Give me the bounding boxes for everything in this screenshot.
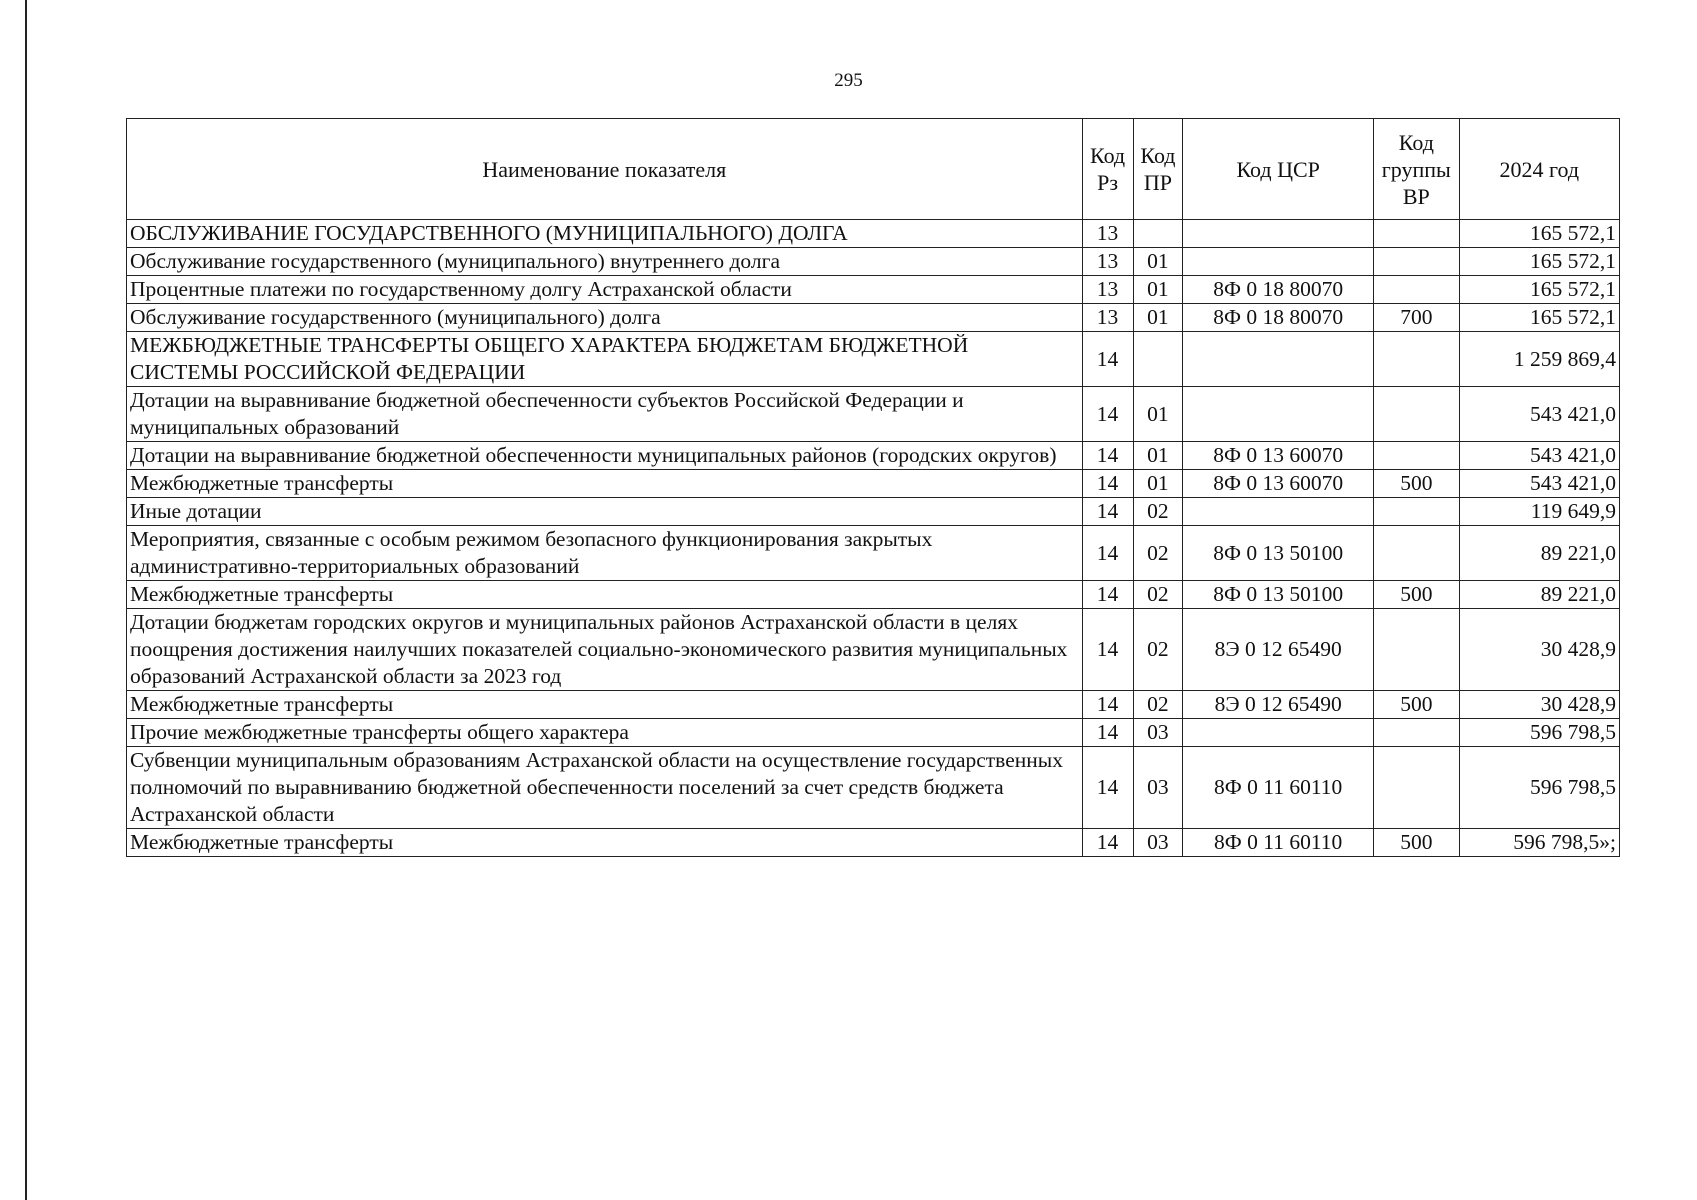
cell-rz: 13 xyxy=(1082,304,1133,332)
cell-vr xyxy=(1374,387,1460,442)
cell-vr xyxy=(1374,248,1460,276)
cell-name: Межбюджетные трансферты xyxy=(127,470,1083,498)
cell-vr xyxy=(1374,220,1460,248)
cell-value: 596 798,5»; xyxy=(1459,829,1619,857)
cell-value: 165 572,1 xyxy=(1459,248,1619,276)
cell-name: Дотации на выравнивание бюджетной обеспеченности муниципальных районов (городских округов) xyxy=(127,442,1083,470)
cell-rz: 13 xyxy=(1082,276,1133,304)
header-rz: Код Рз xyxy=(1082,119,1133,220)
cell-vr: 500 xyxy=(1374,581,1460,609)
cell-name: Процентные платежи по государственному долгу Астраханской области xyxy=(127,276,1083,304)
cell-rz: 13 xyxy=(1082,220,1133,248)
cell-pr: 01 xyxy=(1133,248,1183,276)
table-row xyxy=(127,581,1620,609)
scan-edge-line xyxy=(25,0,27,1200)
header-pr: Код ПР xyxy=(1133,119,1183,220)
cell-csr xyxy=(1183,387,1374,442)
cell-name: Межбюджетные трансферты xyxy=(127,581,1083,609)
cell-value: 30 428,9 xyxy=(1459,609,1619,691)
cell-rz: 14 xyxy=(1082,581,1133,609)
cell-value: 165 572,1 xyxy=(1459,276,1619,304)
cell-vr xyxy=(1374,498,1460,526)
cell-vr xyxy=(1374,747,1460,829)
cell-pr: 02 xyxy=(1133,498,1183,526)
table-row xyxy=(127,609,1620,691)
cell-vr xyxy=(1374,442,1460,470)
cell-csr: 8Ф 0 13 50100 xyxy=(1183,581,1374,609)
cell-rz: 14 xyxy=(1082,332,1133,387)
cell-pr xyxy=(1133,220,1183,248)
cell-pr: 01 xyxy=(1133,470,1183,498)
cell-vr xyxy=(1374,276,1460,304)
cell-name: Дотации на выравнивание бюджетной обеспеченности субъектов Российской Федерации и муниципальных образований xyxy=(127,387,1083,442)
table-header-row xyxy=(127,119,1620,220)
cell-name: Прочие межбюджетные трансферты общего характера xyxy=(127,719,1083,747)
cell-value: 1 259 869,4 xyxy=(1459,332,1619,387)
cell-value: 543 421,0 xyxy=(1459,387,1619,442)
cell-value: 89 221,0 xyxy=(1459,581,1619,609)
header-name: Наименование показателя xyxy=(127,119,1083,220)
header-value: 2024 год xyxy=(1459,119,1619,220)
cell-csr: 8Э 0 12 65490 xyxy=(1183,691,1374,719)
cell-value: 165 572,1 xyxy=(1459,304,1619,332)
cell-csr: 8Ф 0 13 60070 xyxy=(1183,442,1374,470)
cell-value: 119 649,9 xyxy=(1459,498,1619,526)
page-number: 295 xyxy=(834,70,863,91)
table-row xyxy=(127,526,1620,581)
cell-pr: 03 xyxy=(1133,719,1183,747)
cell-rz: 13 xyxy=(1082,248,1133,276)
table-row xyxy=(127,719,1620,747)
cell-rz: 14 xyxy=(1082,719,1133,747)
table-row xyxy=(127,747,1620,829)
cell-name: ОБСЛУЖИВАНИЕ ГОСУДАРСТВЕННОГО (МУНИЦИПАЛЬНОГО) ДОЛГА xyxy=(127,220,1083,248)
cell-pr: 01 xyxy=(1133,442,1183,470)
cell-rz: 14 xyxy=(1082,498,1133,526)
cell-value: 165 572,1 xyxy=(1459,220,1619,248)
table-row xyxy=(127,332,1620,387)
cell-pr: 02 xyxy=(1133,581,1183,609)
cell-vr: 500 xyxy=(1374,829,1460,857)
header-csr: Код ЦСР xyxy=(1183,119,1374,220)
cell-pr: 03 xyxy=(1133,829,1183,857)
table-row xyxy=(127,248,1620,276)
cell-csr xyxy=(1183,498,1374,526)
cell-rz: 14 xyxy=(1082,691,1133,719)
table-row xyxy=(127,304,1620,332)
cell-rz: 14 xyxy=(1082,609,1133,691)
cell-value: 543 421,0 xyxy=(1459,442,1619,470)
cell-value: 89 221,0 xyxy=(1459,526,1619,581)
cell-name: Субвенции муниципальным образованиям Астраханской области на осуществление государственных полномочий по выравниванию бюджетной обеспеченности поселений за счет средств бюджета Астраханской области xyxy=(127,747,1083,829)
cell-vr xyxy=(1374,609,1460,691)
cell-pr: 02 xyxy=(1133,526,1183,581)
cell-name: Межбюджетные трансферты xyxy=(127,691,1083,719)
cell-csr: 8Ф 0 13 60070 xyxy=(1183,470,1374,498)
cell-value: 30 428,9 xyxy=(1459,691,1619,719)
cell-vr xyxy=(1374,719,1460,747)
cell-name: Обслуживание государственного (муниципального) внутреннего долга xyxy=(127,248,1083,276)
cell-csr: 8Ф 0 18 80070 xyxy=(1183,276,1374,304)
cell-vr: 500 xyxy=(1374,470,1460,498)
cell-pr: 02 xyxy=(1133,609,1183,691)
cell-value: 596 798,5 xyxy=(1459,747,1619,829)
cell-csr: 8Ф 0 11 60110 xyxy=(1183,747,1374,829)
cell-csr: 8Ф 0 13 50100 xyxy=(1183,526,1374,581)
table-row xyxy=(127,498,1620,526)
table-row xyxy=(127,220,1620,248)
cell-name: Дотации бюджетам городских округов и муниципальных районов Астраханской области в целях поощрения достижения наилучших показателей социально-экономического развития муниципальных образований Астраханской области за 2023 год xyxy=(127,609,1083,691)
cell-pr: 03 xyxy=(1133,747,1183,829)
cell-name: Обслуживание государственного (муниципального) долга xyxy=(127,304,1083,332)
budget-table xyxy=(126,118,1620,857)
cell-vr xyxy=(1374,332,1460,387)
cell-pr: 01 xyxy=(1133,276,1183,304)
table-row xyxy=(127,387,1620,442)
cell-name: Иные дотации xyxy=(127,498,1083,526)
cell-rz: 14 xyxy=(1082,387,1133,442)
cell-csr xyxy=(1183,719,1374,747)
cell-pr xyxy=(1133,332,1183,387)
cell-csr: 8Э 0 12 65490 xyxy=(1183,609,1374,691)
cell-csr xyxy=(1183,332,1374,387)
cell-name: Мероприятия, связанные с особым режимом безопасного функционирования закрытых административно-территориальных образований xyxy=(127,526,1083,581)
table-row xyxy=(127,276,1620,304)
table-row xyxy=(127,829,1620,857)
cell-pr: 01 xyxy=(1133,304,1183,332)
cell-rz: 14 xyxy=(1082,747,1133,829)
cell-rz: 14 xyxy=(1082,829,1133,857)
cell-rz: 14 xyxy=(1082,470,1133,498)
cell-vr: 700 xyxy=(1374,304,1460,332)
cell-name: Межбюджетные трансферты xyxy=(127,829,1083,857)
table-row xyxy=(127,691,1620,719)
cell-vr xyxy=(1374,526,1460,581)
cell-pr: 01 xyxy=(1133,387,1183,442)
cell-vr: 500 xyxy=(1374,691,1460,719)
cell-pr: 02 xyxy=(1133,691,1183,719)
header-vr: Код группы ВР xyxy=(1374,119,1460,220)
cell-csr xyxy=(1183,220,1374,248)
cell-csr: 8Ф 0 18 80070 xyxy=(1183,304,1374,332)
cell-csr: 8Ф 0 11 60110 xyxy=(1183,829,1374,857)
cell-rz: 14 xyxy=(1082,526,1133,581)
cell-csr xyxy=(1183,248,1374,276)
table-row xyxy=(127,470,1620,498)
table-row xyxy=(127,442,1620,470)
table-body xyxy=(127,220,1620,857)
cell-rz: 14 xyxy=(1082,442,1133,470)
cell-name: МЕЖБЮДЖЕТНЫЕ ТРАНСФЕРТЫ ОБЩЕГО ХАРАКТЕРА БЮДЖЕТАМ БЮДЖЕТНОЙ СИСТЕМЫ РОССИЙСКОЙ ФЕДЕРАЦИИ xyxy=(127,332,1083,387)
cell-value: 543 421,0 xyxy=(1459,470,1619,498)
cell-value: 596 798,5 xyxy=(1459,719,1619,747)
